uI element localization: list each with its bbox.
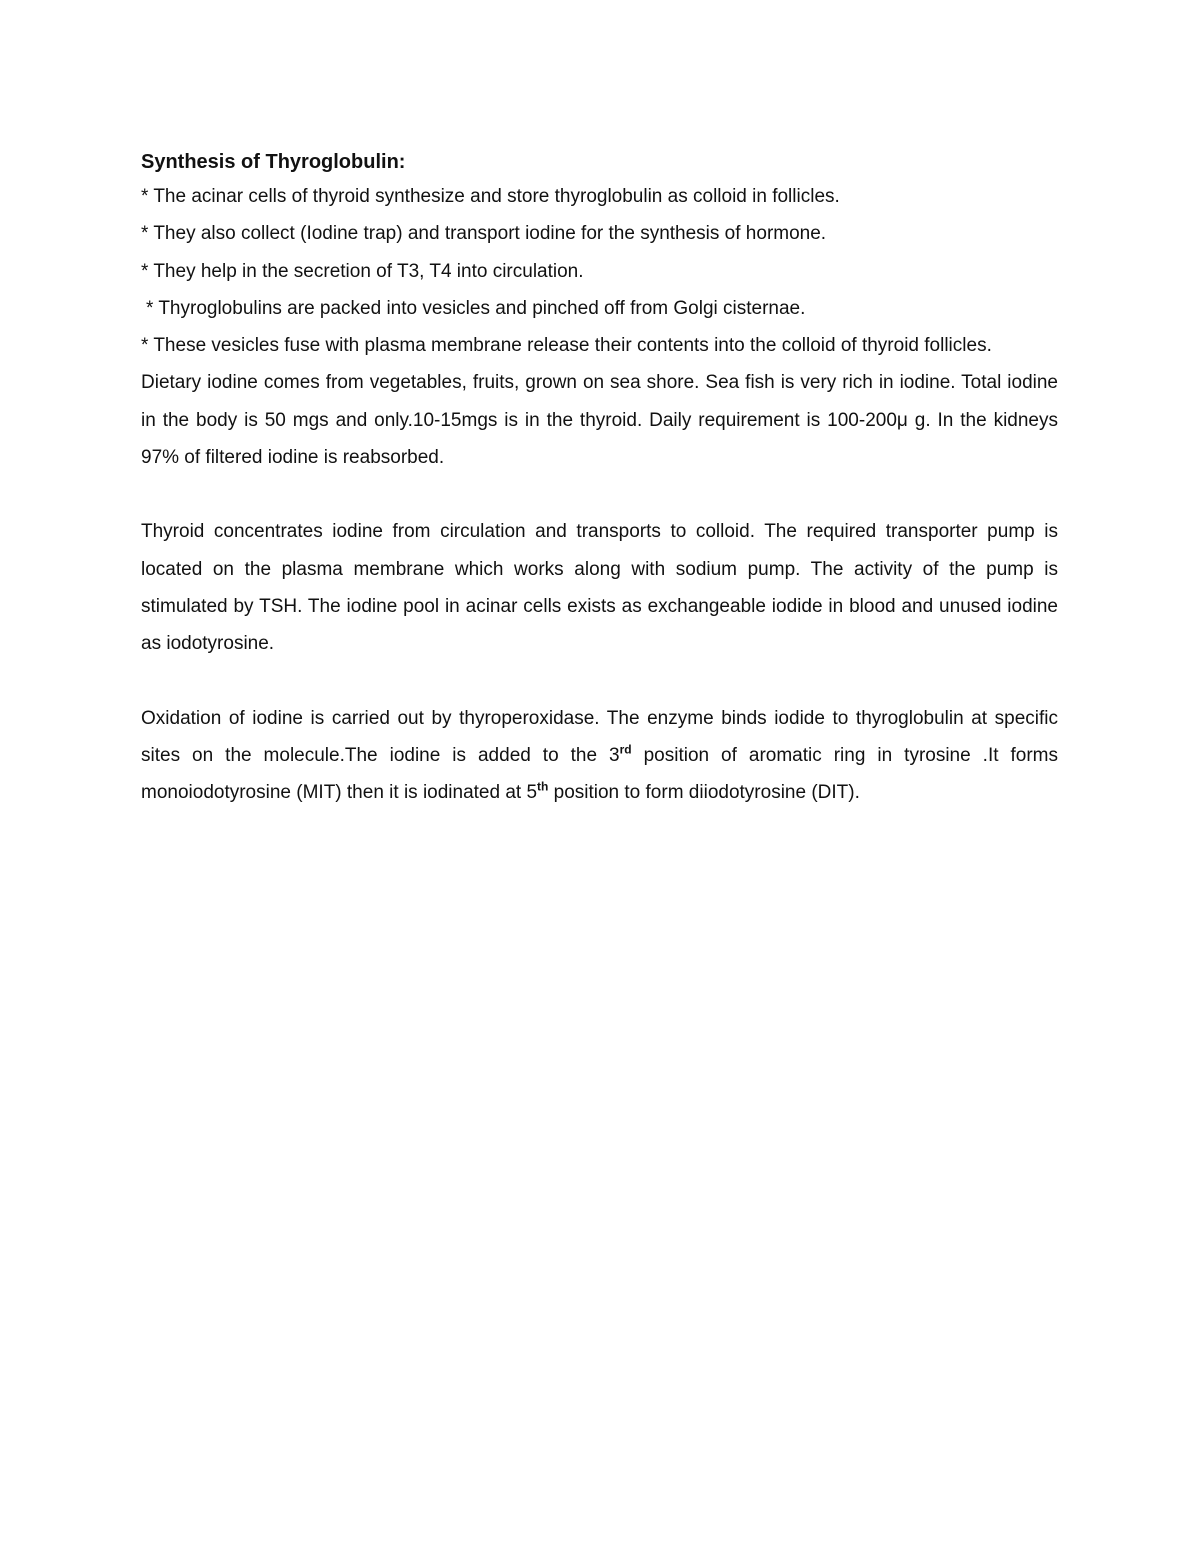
bullet-item: * They also collect (Iodine trap) and transport iodine for the synthesis of hormone. bbox=[141, 223, 827, 245]
oxidation-text-part: position to form diiodotyrosine (DIT). bbox=[548, 782, 860, 804]
paragraph-iodine-oxidation bbox=[141, 700, 1058, 812]
document-page bbox=[141, 146, 1058, 811]
bullet-item: * The acinar cells of thyroid synthesize and store thyroglobulin as colloid in follicles. bbox=[141, 186, 840, 207]
section-title: Synthesis of Thyroglobulin: bbox=[141, 151, 406, 173]
superscript-ordinal: th bbox=[537, 779, 549, 794]
paragraph-dietary-iodine: Dietary iodine comes from vegetables, fruits, grown on sea shore. Sea fish is very rich in iodine. Total iodine in the body is 50 mgs and only.10-15mgs is in the thyroid. Daily requirement is 100-200μ g. In the kidneys 97% of filtered iodine is reabsorbed. bbox=[141, 372, 1058, 469]
bullet-item: * These vesicles fuse with plasma membrane release their contents into the colloid of thyroid follicles. bbox=[141, 335, 992, 357]
oxidation-text-part: position of aromatic ring in tyrosine .It forms monoiodotyrosine (MIT) then it is iodinated at 5 bbox=[141, 744, 1058, 804]
paragraph-spacer bbox=[141, 663, 1058, 700]
paragraph-spacer bbox=[141, 476, 1058, 513]
oxidation-text-part: Oxidation of iodine is carried out by thyroperoxidase. The enzyme binds iodide to thyroglobulin at specific sites on the molecule.The iodine is added to the 3 bbox=[141, 707, 1058, 766]
superscript-ordinal: rd bbox=[619, 742, 632, 757]
paragraph-iodine-concentration: Thyroid concentrates iodine from circulation and transports to colloid. The required transporter pump is located on the plasma membrane which works along with sodium pump. The activity of the pump is stimulated by TSH. The iodine pool in acinar cells exists as exchangeable iodide in blood and unused iodine as iodotyrosine. bbox=[141, 521, 1058, 655]
bullet-item: * Thyroglobulins are packed into vesicles and pinched off from Golgi cisternae. bbox=[146, 297, 806, 319]
bullet-item: * They help in the secretion of T3, T4 into circulation. bbox=[141, 260, 584, 282]
